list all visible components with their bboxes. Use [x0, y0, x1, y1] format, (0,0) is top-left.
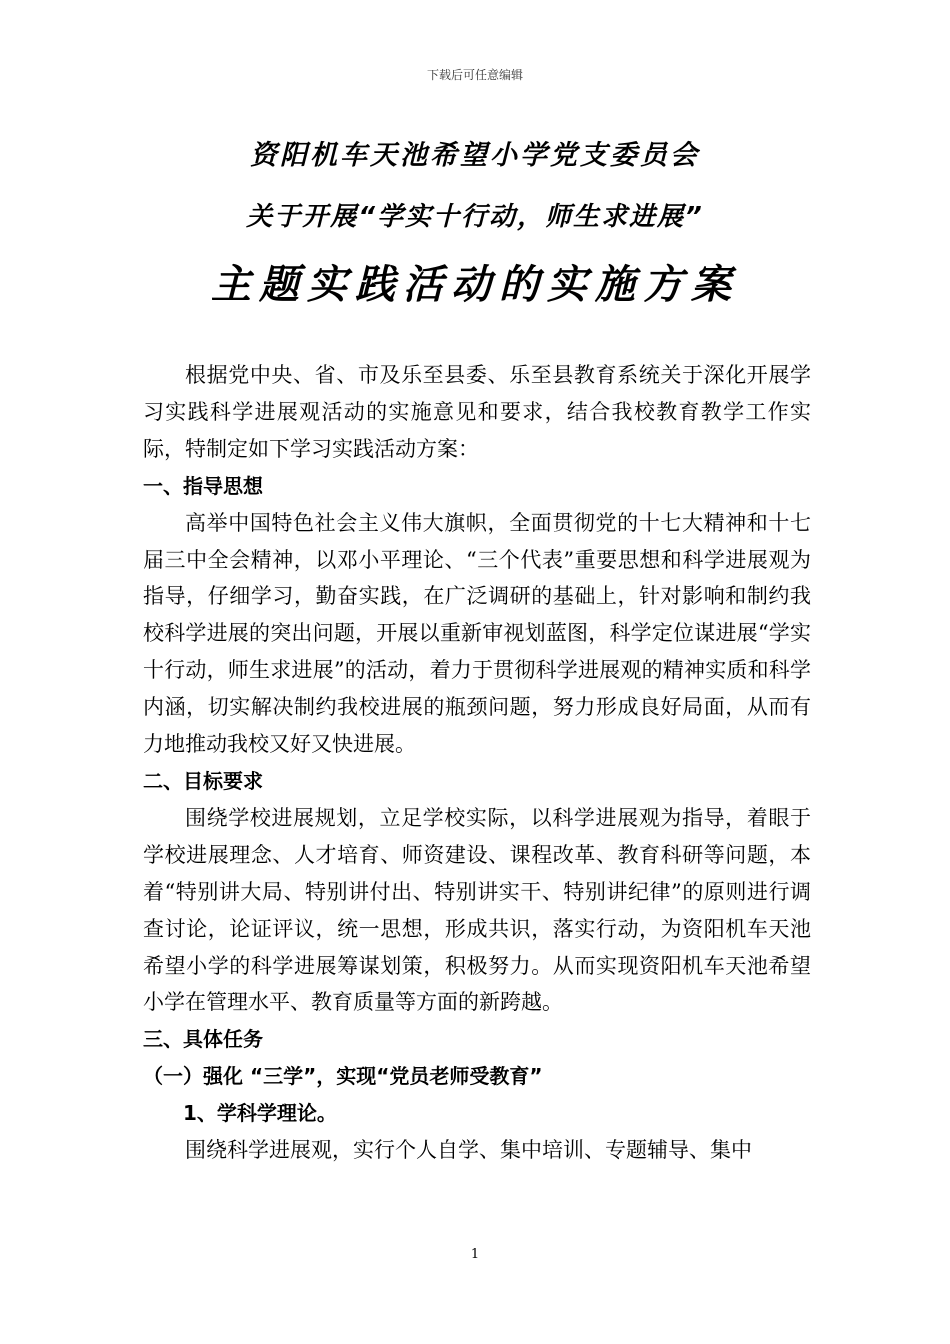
title-line-2: 关于开展“学实十行动，师生求进展” — [246, 202, 704, 232]
subsection-heading-three-studies: （一）强化 “三学”，实现“党员老师受教育” — [143, 1064, 543, 1089]
section-body-guiding-ideology: 高举中国特色社会主义伟大旗帜，全面贯彻党的十七大精神和十七届三中全会精神，以邓小平理论、“三个代表”重要思想和科学进展观为指导，仔细学习，勤奋实践，在广泛调研的基础上，针对影响和制约我校科学进展的突出问题，开展以重新审视划蓝图，科学定位谋进展“学实十行动，师生求进展”的活动，着力于贯彻科学进展观的精神实质和科学内涵，切实解决制约我校进展的瓶颈问题，努力形成良好局面，从而有力地推动我校又好又快进展。 — [143, 510, 811, 757]
section-heading-tasks: 三、具体任务 — [143, 1027, 263, 1052]
section-heading-goals: 二、目标要求 — [143, 768, 263, 793]
section-heading-guiding-ideology: 一、指导思想 — [143, 473, 263, 498]
document-body — [143, 357, 811, 1169]
page-number: 1 — [470, 1247, 480, 1262]
title-line-3: 主题实践活动的实施方案 — [211, 262, 739, 308]
item-body-study-theory: 围绕科学进展观，实行个人自学、集中培训、专题辅导、集中 — [185, 1138, 752, 1163]
item-heading-study-theory: 1、学科学理论。 — [183, 1101, 337, 1126]
section-body-goals: 围绕学校进展规划，立足学校实际，以科学进展观为指导，着眼于学校进展理念、人才培育、师资建设、课程改革、教育科研等问题，本着“特别讲大局、特别讲付出、特别讲实干、特别讲纪律”的原则进行调查讨论，论证评议，统一思想，形成共识，落实行动，为资阳机车天池希望小学的科学进展筹谋划策，积极努力。从而实现资阳机车天池希望小学在管理水平、教育质量等方面的新跨越。 — [143, 805, 811, 1015]
intro-paragraph: 根据党中央、省、市及乐至县委、乐至县教育系统关于深化开展学习实践科学进展观活动的实施意见和要求，结合我校教育教学工作实际，特制定如下学习实践活动方案： — [143, 363, 811, 461]
header-note: 下载后可任意编辑 — [426, 68, 523, 82]
title-line-1: 资阳机车天池希望小学党支委员会 — [250, 140, 700, 171]
